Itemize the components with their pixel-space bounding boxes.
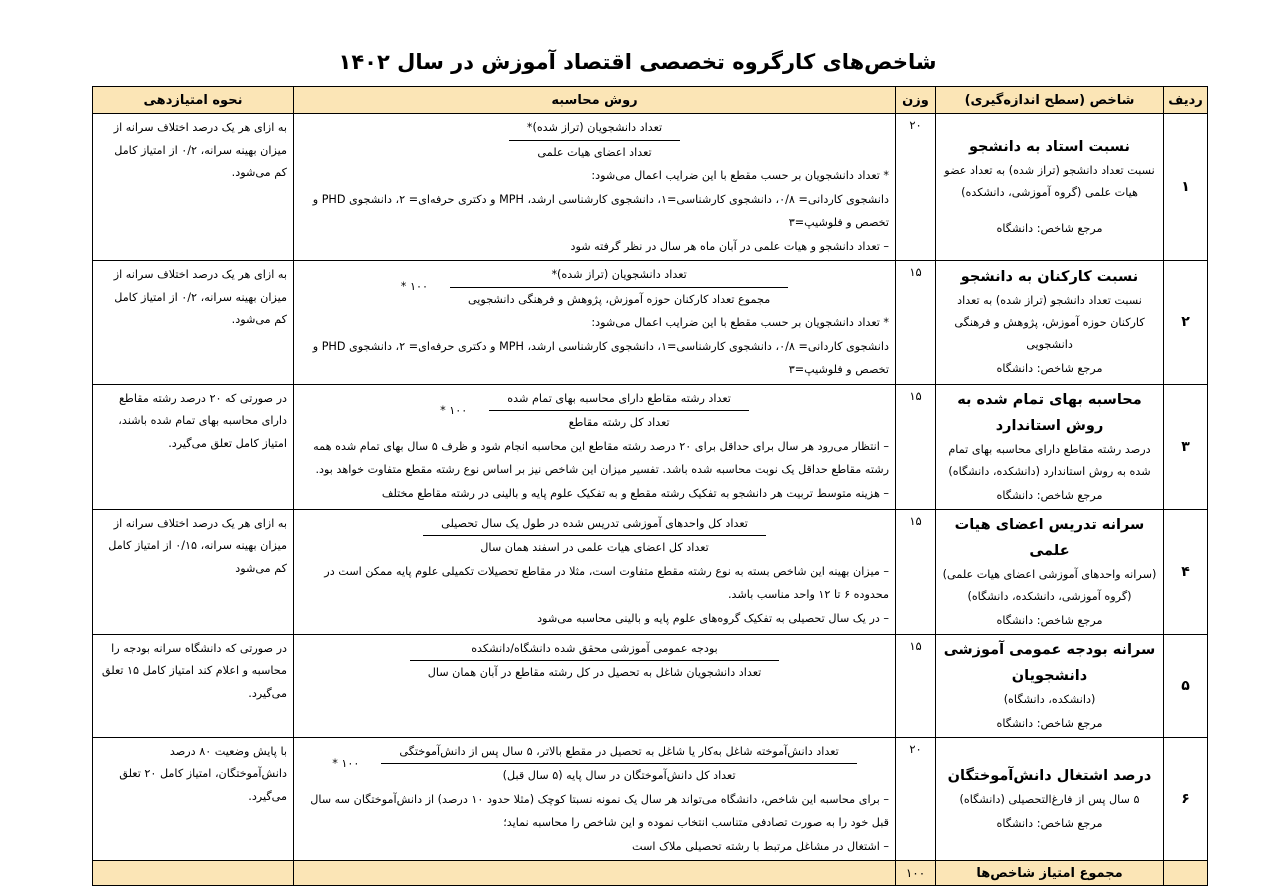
table-row: [93, 509, 1208, 634]
formula-denominator: تعداد کل اعضای هیات علمی در اسفند همان سال: [480, 541, 709, 554]
formula-multiplier: ۱۰۰ *: [440, 403, 468, 417]
calculation-method: [294, 737, 896, 861]
method-note: دانشجوی کاردانی= ۰/۸، دانشجوی کارشناسی=۱، دانشجوی کارشناسی ارشد، MPH و دکتری حرفه‌ای= ۲، دانشجوی PHD و تخصص و فلوشیپ=۳: [312, 192, 889, 229]
formula: [300, 512, 889, 560]
indicator-cell: [936, 261, 1164, 385]
formula-numerator: تعداد دانشجویان (تراز شده)*: [450, 263, 788, 288]
scoring-method: در صورتی که ۲۰ درصد رشته مقاطع دارای محاسبه بهای تمام شده باشند، امتیاز کامل تعلق می‌گیرد.: [93, 384, 294, 509]
formula-denominator: مجموع تعداد کارکنان حوزه آموزش، پژوهش و فرهنگی دانشجویی: [467, 292, 771, 306]
total-row: [93, 861, 1208, 886]
calculation-method: [294, 384, 896, 509]
indicator-reference: مرجع شاخص: دانشگاه: [996, 488, 1103, 502]
formula-numerator: تعداد دانشجویان (تراز شده)*: [509, 116, 680, 141]
method-note: – اشتغال در مشاغل مرتبط با رشته تحصیلی ملاک است: [631, 839, 889, 853]
formula: [300, 116, 889, 164]
formula-numerator: بودجه عمومی آموزشی محقق شده دانشگاه/دانشکده: [410, 637, 780, 662]
indicator-description: (دانشکده، دانشگاه): [1003, 692, 1096, 706]
method-note: دانشجوی کاردانی= ۰/۸، دانشجوی کارشناسی=۱، دانشجوی کارشناسی ارشد، MPH و دکتری حرفه‌ای= ۲، دانشجوی PHD و تخصص و فلوشیپ=۳: [312, 339, 889, 376]
row-number: ۶: [1164, 737, 1208, 861]
formula-numerator: تعداد رشته مقاطع دارای محاسبه بهای تمام شده: [489, 387, 749, 412]
formula: [300, 637, 889, 685]
weight: ۲۰: [896, 114, 936, 261]
method-note: – برای محاسبه این شاخص، دانشگاه می‌تواند هر سال یک نمونه نسبتا کوچک (مثلا حدود ۱۰ درصد) از دانش‌آموختگان سه سال قبل خود را به صورت تصادفی متناسب انتخاب نموده و این شاخص را محاسبه نماید؛: [310, 792, 889, 829]
calculation-method: [294, 634, 896, 737]
formula: [300, 740, 889, 788]
indicator-name: درصد اشتغال دانش‌آموختگان: [947, 767, 1152, 784]
indicator-cell: [936, 634, 1164, 737]
method-note: * تعداد دانشجویان بر حسب مقطع با این ضرایب اعمال می‌شود:: [591, 316, 889, 329]
indicator-name: نسبت کارکنان به دانشجو: [960, 269, 1139, 286]
indicators-table: [92, 86, 1208, 886]
total-empty-cell: [93, 861, 294, 886]
scoring-method: در صورتی که دانشگاه سرانه بودجه را محاسبه و اعلام کند امتیاز کامل ۱۵ تعلق می‌گیرد.: [93, 634, 294, 737]
weight: ۱۵: [896, 634, 936, 737]
indicator-reference: مرجع شاخص: دانشگاه: [996, 816, 1103, 830]
indicator-cell: [936, 114, 1164, 261]
indicator-description: نسبت تعداد دانشجو (تراز شده) به تعداد عضو هیات علمی (گروه آموزشی، دانشکده): [944, 164, 1155, 199]
row-number: ۳: [1164, 384, 1208, 509]
fraction: [450, 263, 788, 311]
fraction: [381, 740, 856, 788]
indicator-reference: مرجع شاخص: دانشگاه: [996, 362, 1103, 376]
method-note: – انتظار می‌رود هر سال برای حداقل برای ۲۰ درصد رشته مقاطع این محاسبه انجام شود و ظرف ۵ سال بهای تمام شده همه رشته مقاطع حداقل یک نوبت محاسبه شده باشد. تفسیر میزان این شاخص نیز بر اساس نوع رشته مقطع متفاوت خواهد بود.: [313, 439, 889, 476]
scoring-method: به ازای هر یک درصد اختلاف سرانه از میزان بهینه سرانه، ۰/۲ از امتیاز کامل کم می‌شود.: [93, 261, 294, 385]
page-title: شاخص‌های کارگروه تخصصی اقتصاد آموزش در سال ۱۴۰۲: [338, 50, 937, 74]
scoring-method: به ازای هر یک درصد اختلاف سرانه از میزان بهینه سرانه، ۰/۱۵ از امتیاز کامل کم می‌شود: [93, 509, 294, 634]
table-row: [93, 261, 1208, 385]
row-number: ۲: [1164, 261, 1208, 385]
table-row: [93, 737, 1208, 861]
indicator-cell: [936, 737, 1164, 861]
indicator-name: محاسبه بهای تمام شده به روش استاندارد: [957, 391, 1142, 434]
header-radif: ردیف: [1164, 87, 1208, 114]
method-note: * تعداد دانشجویان بر حسب مقطع با این ضرایب اعمال می‌شود:: [591, 169, 889, 182]
formula-denominator: تعداد کل رشته مقاطع: [568, 416, 670, 429]
total-empty-cell: [294, 861, 896, 886]
header-emtiaz: نحوه امتیازدهی: [93, 87, 294, 114]
formula-numerator: تعداد کل واحدهای آموزشی تدریس شده در طول یک سال تحصیلی: [423, 512, 766, 537]
header-shakhes: شاخص (سطح اندازه‌گیری): [936, 87, 1164, 114]
formula: [300, 263, 889, 311]
indicator-description: ۵ سال پس از فارغ‌التحصیلی (دانشگاه): [959, 792, 1140, 806]
indicator-name: سرانه تدریس اعضای هیات علمی: [954, 516, 1145, 559]
formula-denominator: تعداد اعضای هیات علمی: [537, 145, 652, 159]
row-number: ۴: [1164, 509, 1208, 634]
formula-multiplier: ۱۰۰ *: [332, 756, 360, 770]
formula-denominator: تعداد کل دانش‌آموختگان در سال پایه (۵ سال قبل): [502, 769, 736, 782]
method-note: – در یک سال تحصیلی به تفکیک گروه‌های علوم پایه و بالینی محاسبه می‌شود: [537, 611, 889, 625]
calculation-method: [294, 261, 896, 385]
formula: [300, 387, 889, 435]
indicator-description: نسبت تعداد دانشجو (تراز شده) به تعداد کارکنان حوزه آموزش، پژوهش و فرهنگی دانشجویی: [954, 294, 1145, 352]
total-empty-cell: [1164, 861, 1208, 886]
weight: ۲۰: [896, 737, 936, 861]
fraction: [489, 387, 749, 435]
table-row: [93, 384, 1208, 509]
indicator-cell: [936, 384, 1164, 509]
indicator-reference: مرجع شاخص: دانشگاه: [996, 222, 1103, 235]
total-weight: ۱۰۰: [896, 861, 936, 886]
table-header-row: [93, 87, 1208, 114]
formula-numerator: تعداد دانش‌آموخته شاغل به‌کار یا شاغل به تحصیل در مقطع بالاتر، ۵ سال پس از دانش‌آموختگی: [381, 740, 856, 765]
indicator-name: سرانه بودجه عمومی آموزشی دانشجویان: [943, 641, 1156, 684]
fraction: [410, 637, 780, 685]
indicator-cell: [936, 509, 1164, 634]
header-ravesh: روش محاسبه: [294, 87, 896, 114]
method-note: – هزینه متوسط تربیت هر دانشجو به تفکیک رشته مقطع و به تفکیک علوم پایه و بالینی در رشته مقاطع مختلف: [381, 486, 889, 500]
weight: ۱۵: [896, 509, 936, 634]
calculation-method: [294, 509, 896, 634]
indicator-description: (سرانه واحدهای آموزشی اعضای هیات علمی) (گروه آموزشی، دانشکده، دانشگاه): [942, 567, 1157, 603]
table-row: [93, 114, 1208, 261]
indicator-reference: مرجع شاخص: دانشگاه: [996, 716, 1103, 730]
indicator-name: نسبت استاد به دانشجو: [968, 139, 1131, 155]
weight: ۱۵: [896, 384, 936, 509]
fraction: [423, 512, 766, 560]
method-note: – میزان بهینه این شاخص بسته به نوع رشته مقطع متفاوت است، مثلا در مقاطع تحصیلات تکمیلی علوم پایه ممکن است در محدوده ۶ تا ۱۲ واحد مناسب باشد.: [324, 564, 889, 601]
table-row: [93, 634, 1208, 737]
total-label: مجموع امتیاز شاخص‌ها: [936, 861, 1164, 886]
fraction: [509, 116, 680, 164]
row-number: ۱: [1164, 114, 1208, 261]
formula-multiplier: ۱۰۰ *: [400, 280, 428, 294]
scoring-method: به ازای هر یک درصد اختلاف سرانه از میزان بهینه سرانه، ۰/۲ از امتیاز کامل کم می‌شود.: [93, 114, 294, 261]
weight: ۱۵: [896, 261, 936, 385]
method-note: – تعداد دانشجو و هیات علمی در آبان ماه هر سال در نظر گرفته شود: [570, 239, 889, 253]
header-vazn: وزن: [896, 87, 936, 114]
row-number: ۵: [1164, 634, 1208, 737]
scoring-method: با پایش وضعیت ۸۰ درصد دانش‌آموختگان، امتیاز کامل ۲۰ تعلق می‌گیرد.: [93, 737, 294, 861]
indicator-reference: مرجع شاخص: دانشگاه: [996, 613, 1103, 627]
formula-denominator: تعداد دانشجویان شاغل به تحصیل در کل رشته مقاطع در آبان همان سال: [427, 666, 762, 679]
calculation-method: [294, 114, 896, 261]
indicator-description: درصد رشته مقاطع دارای محاسبه بهای تمام شده به روش استاندارد (دانشکده، دانشگاه): [948, 442, 1151, 478]
